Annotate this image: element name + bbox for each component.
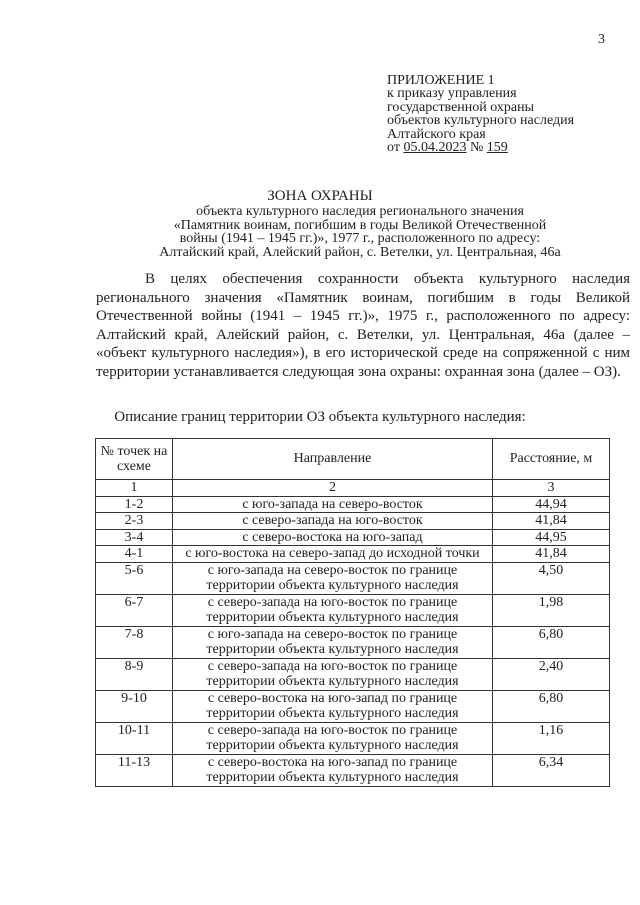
- boundary-table: [95, 438, 610, 787]
- direction-cell: с северо-востока на юго-запад по границе территории объекта культурного наследия: [173, 754, 493, 786]
- table-row: [96, 722, 610, 754]
- distance-cell: 41,84: [493, 546, 610, 563]
- point-range-cell: 5-6: [96, 562, 173, 594]
- distance-cell: 2,40: [493, 658, 610, 690]
- index-cell: 3: [493, 480, 610, 497]
- distance-cell: 1,98: [493, 594, 610, 626]
- direction-cell: с северо-запада на юго-восток: [173, 513, 493, 530]
- order-number: 159: [486, 140, 508, 156]
- direction-cell: с северо-востока на юго-запад: [173, 529, 493, 546]
- appendix-line: к приказу управления: [387, 86, 517, 102]
- body-paragraph: В целях обеспечения сохранности объекта культурного наследия регионального значения «Памятник воинам, погибшим в годы Великой Отечественной войны (1941 – 1945 гг.)», 1975 г., расположенного по адресу: Алтайский край, Алейский район, с. Ветелки, ул. Центральная, 46а (далее – «объект культурного наследия»), в его исторической среде на сопряженной с ним территории устанавливается следующая зона охраны: охранная зона (далее – ОЗ).: [96, 271, 630, 380]
- direction-cell: с северо-востока на юго-запад по границе территории объекта культурного наследия: [173, 690, 493, 722]
- date-prefix: от: [387, 140, 404, 156]
- table-row: [96, 562, 610, 594]
- order-date-number: [387, 141, 574, 154]
- distance-cell: 44,95: [493, 529, 610, 546]
- table-index-row: [96, 480, 610, 497]
- point-range-cell: 2-3: [96, 513, 173, 530]
- table-row: [96, 546, 610, 563]
- point-range-cell: 8-9: [96, 658, 173, 690]
- appendix-title: ПРИЛОЖЕНИЕ 1: [387, 73, 495, 88]
- index-cell: 2: [173, 480, 493, 497]
- direction-cell: с юго-запада на северо-восток: [173, 496, 493, 513]
- table-row: [96, 690, 610, 722]
- subtitle-line: войны (1941 – 1945 гг.)», 1977 г., расположенного по адресу:: [179, 231, 541, 247]
- subtitle-line: «Памятник воинам, погибшим в годы Великой Отечественной: [173, 217, 547, 233]
- distance-cell: 6,34: [493, 754, 610, 786]
- direction-cell: с юго-запада на северо-восток по границе территории объекта культурного наследия: [173, 626, 493, 658]
- table-header-row: [96, 439, 610, 480]
- table-row: [96, 626, 610, 658]
- number-prefix: №: [466, 140, 487, 156]
- document-subtitle: [120, 205, 600, 259]
- table-row: [96, 529, 610, 546]
- header-points: № точек на схеме: [96, 439, 173, 480]
- point-range-cell: 1-2: [96, 496, 173, 513]
- distance-cell: 41,84: [493, 513, 610, 530]
- appendix-line: государственной охраны: [387, 99, 535, 115]
- table-row: [96, 496, 610, 513]
- table-row: [96, 513, 610, 530]
- table-row: [96, 754, 610, 786]
- distance-cell: 6,80: [493, 690, 610, 722]
- point-range-cell: 10-11: [96, 722, 173, 754]
- direction-cell: с северо-запада на юго-восток по границе территории объекта культурного наследия: [173, 658, 493, 690]
- document-title: ЗОНА ОХРАНЫ: [267, 188, 373, 204]
- direction-cell: с северо-запада на юго-восток по границе территории объекта культурного наследия: [173, 722, 493, 754]
- table-row: [96, 658, 610, 690]
- index-cell: 1: [96, 480, 173, 497]
- appendix-header: [387, 74, 574, 154]
- page-number: 3: [598, 32, 605, 47]
- header-distance: Расстояние, м: [493, 439, 610, 480]
- point-range-cell: 7-8: [96, 626, 173, 658]
- point-range-cell: 3-4: [96, 529, 173, 546]
- direction-cell: с северо-запада на юго-восток по границе территории объекта культурного наследия: [173, 594, 493, 626]
- subtitle-line: объекта культурного наследия регионального значения: [196, 204, 524, 219]
- table-row: [96, 594, 610, 626]
- point-range-cell: 11-13: [96, 754, 173, 786]
- table-caption: Описание границ территории ОЗ объекта культурного наследия:: [114, 409, 526, 425]
- point-range-cell: 6-7: [96, 594, 173, 626]
- subtitle-line: Алтайский край, Алейский район, с. Ветелки, ул. Центральная, 46а: [159, 244, 561, 260]
- distance-cell: 4,50: [493, 562, 610, 594]
- header-direction: Направление: [173, 439, 493, 480]
- appendix-line: объектов культурного наследия: [387, 113, 575, 129]
- appendix-line: Алтайского края: [387, 126, 486, 142]
- direction-cell: с юго-востока на северо-запад до исходной точки: [173, 546, 493, 563]
- order-date: 05.04.2023: [403, 140, 467, 156]
- distance-cell: 44,94: [493, 496, 610, 513]
- distance-cell: 1,16: [493, 722, 610, 754]
- direction-cell: с юго-запада на северо-восток по границе территории объекта культурного наследия: [173, 562, 493, 594]
- distance-cell: 6,80: [493, 626, 610, 658]
- point-range-cell: 4-1: [96, 546, 173, 563]
- point-range-cell: 9-10: [96, 690, 173, 722]
